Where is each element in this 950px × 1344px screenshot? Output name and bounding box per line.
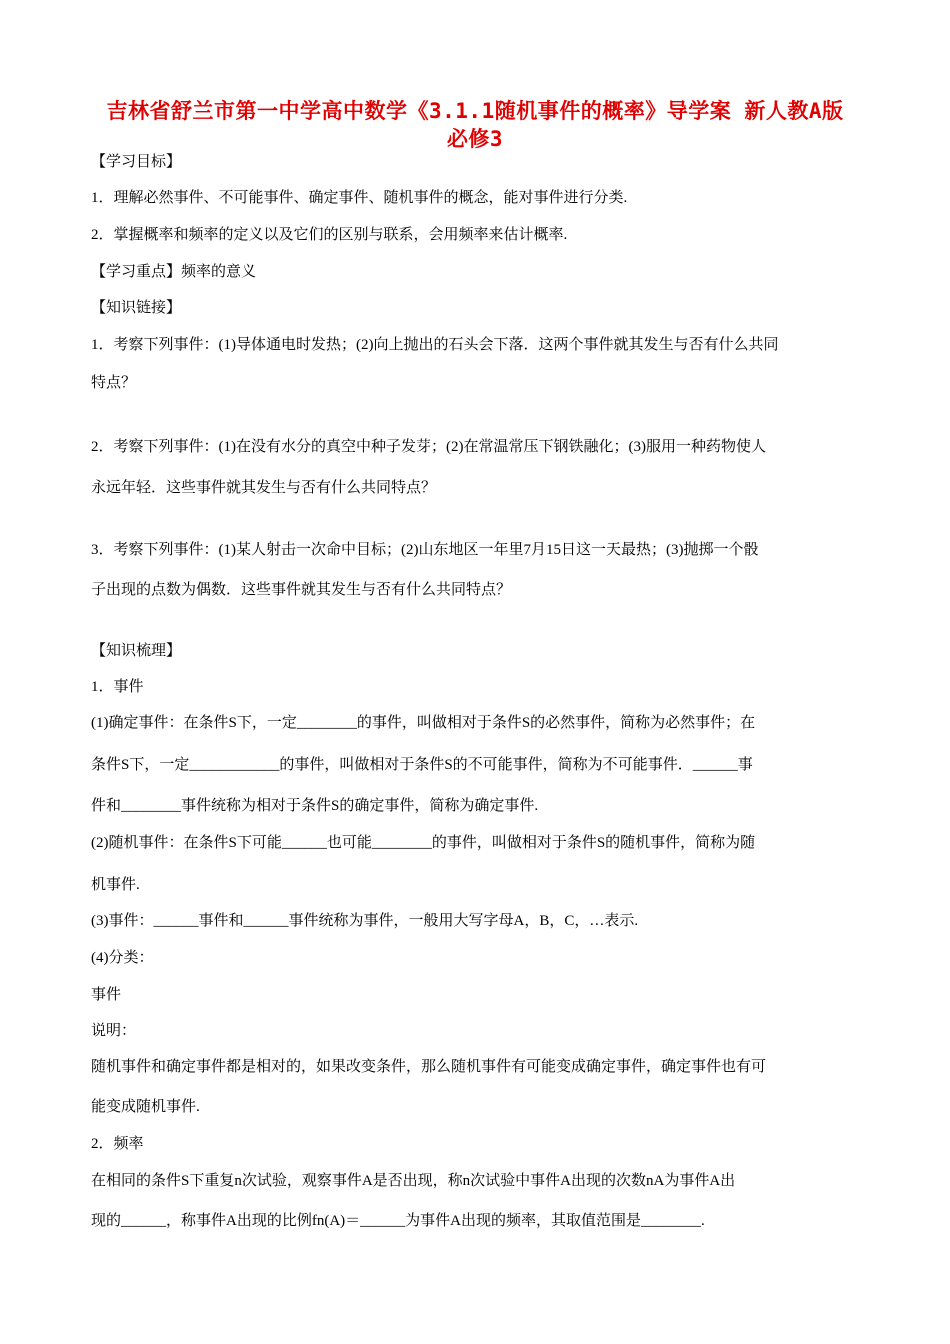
definition-random-line-1: (2)随机事件：在条件S下可能______也可能________的事件，叫做相对于条件S的随机事件，简称为随 [91, 835, 756, 851]
question-3-line-2: 子出现的点数为偶数．这些事件就其发生与否有什么共同特点？ [91, 582, 512, 598]
question-1-line-1: 1．考察下列事件：(1)导体通电时发热；(2)向上抛出的石头会下落．这两个事件就其发生与否有什么共同 [91, 337, 779, 353]
section-heading-objectives: 【学习目标】 [91, 154, 182, 170]
subsection-frequency: 2．频率 [91, 1136, 144, 1152]
definition-certain-line-1: (1)确定事件：在条件S下，一定________的事件，叫做相对于条件S的必然事件，简称为必然事件；在 [91, 715, 756, 731]
document-title-line-1: 吉林省舒兰市第一中学高中数学《3.1.1随机事件的概率》导学案 新人教A版 [106, 99, 844, 123]
subsection-events: 1．事件 [91, 679, 144, 695]
definition-certain-line-3: 件和________事件统称为相对于条件S的确定事件，简称为确定事件. [91, 798, 539, 814]
section-heading-knowledge-link: 【知识链接】 [91, 300, 182, 316]
question-1-line-2: 特点？ [91, 375, 137, 391]
question-2-line-1: 2．考察下列事件：(1)在没有水分的真空中种子发芽；(2)在常温常压下钢铁融化；(3)服用一种药物使人 [91, 439, 766, 455]
classification-heading: (4)分类： [91, 950, 154, 966]
note-line-1: 随机事件和确定事件都是相对的，如果改变条件，那么随机事件有可能变成确定事件，确定事件也有可 [91, 1059, 767, 1075]
definition-random-line-2: 机事件. [91, 877, 140, 893]
section-heading-knowledge-review: 【知识梳理】 [91, 643, 182, 659]
note-line-2: 能变成随机事件. [91, 1099, 200, 1115]
section-heading-key-point: 【学习重点】频率的意义 [91, 264, 257, 280]
question-2-line-2: 永远年轻．这些事件就其发生与否有什么共同特点？ [91, 480, 437, 496]
definition-certain-line-2: 条件S下，一定____________的事件，叫做相对于条件S的不可能事件，简称为不可能事件．______事 [91, 757, 753, 773]
classification-event-label: 事件 [91, 987, 122, 1003]
objective-1: 1．理解必然事件、不可能事件、确定事件、随机事件的概念，能对事件进行分类. [91, 190, 628, 206]
frequency-definition-line-1: 在相同的条件S下重复n次试验，观察事件A是否出现，称n次试验中事件A出现的次数nA为事件A出 [91, 1173, 736, 1189]
note-heading: 说明： [91, 1023, 137, 1039]
definition-event: (3)事件：______事件和______事件统称为事件，一般用大写字母A，B，C，…表示. [91, 913, 639, 929]
frequency-definition-line-2: 现的______，称事件A出现的比例fn(A)＝______为事件A出现的频率，其取值范围是________. [91, 1213, 705, 1229]
document-title-line-2: 必修3 [446, 127, 504, 151]
objective-2: 2．掌握概率和频率的定义以及它们的区别与联系，会用频率来估计概率. [91, 227, 568, 243]
question-3-line-1: 3．考察下列事件：(1)某人射击一次命中目标；(2)山东地区一年里7月15日这一天最热；(3)抛掷一个骰 [91, 542, 759, 558]
